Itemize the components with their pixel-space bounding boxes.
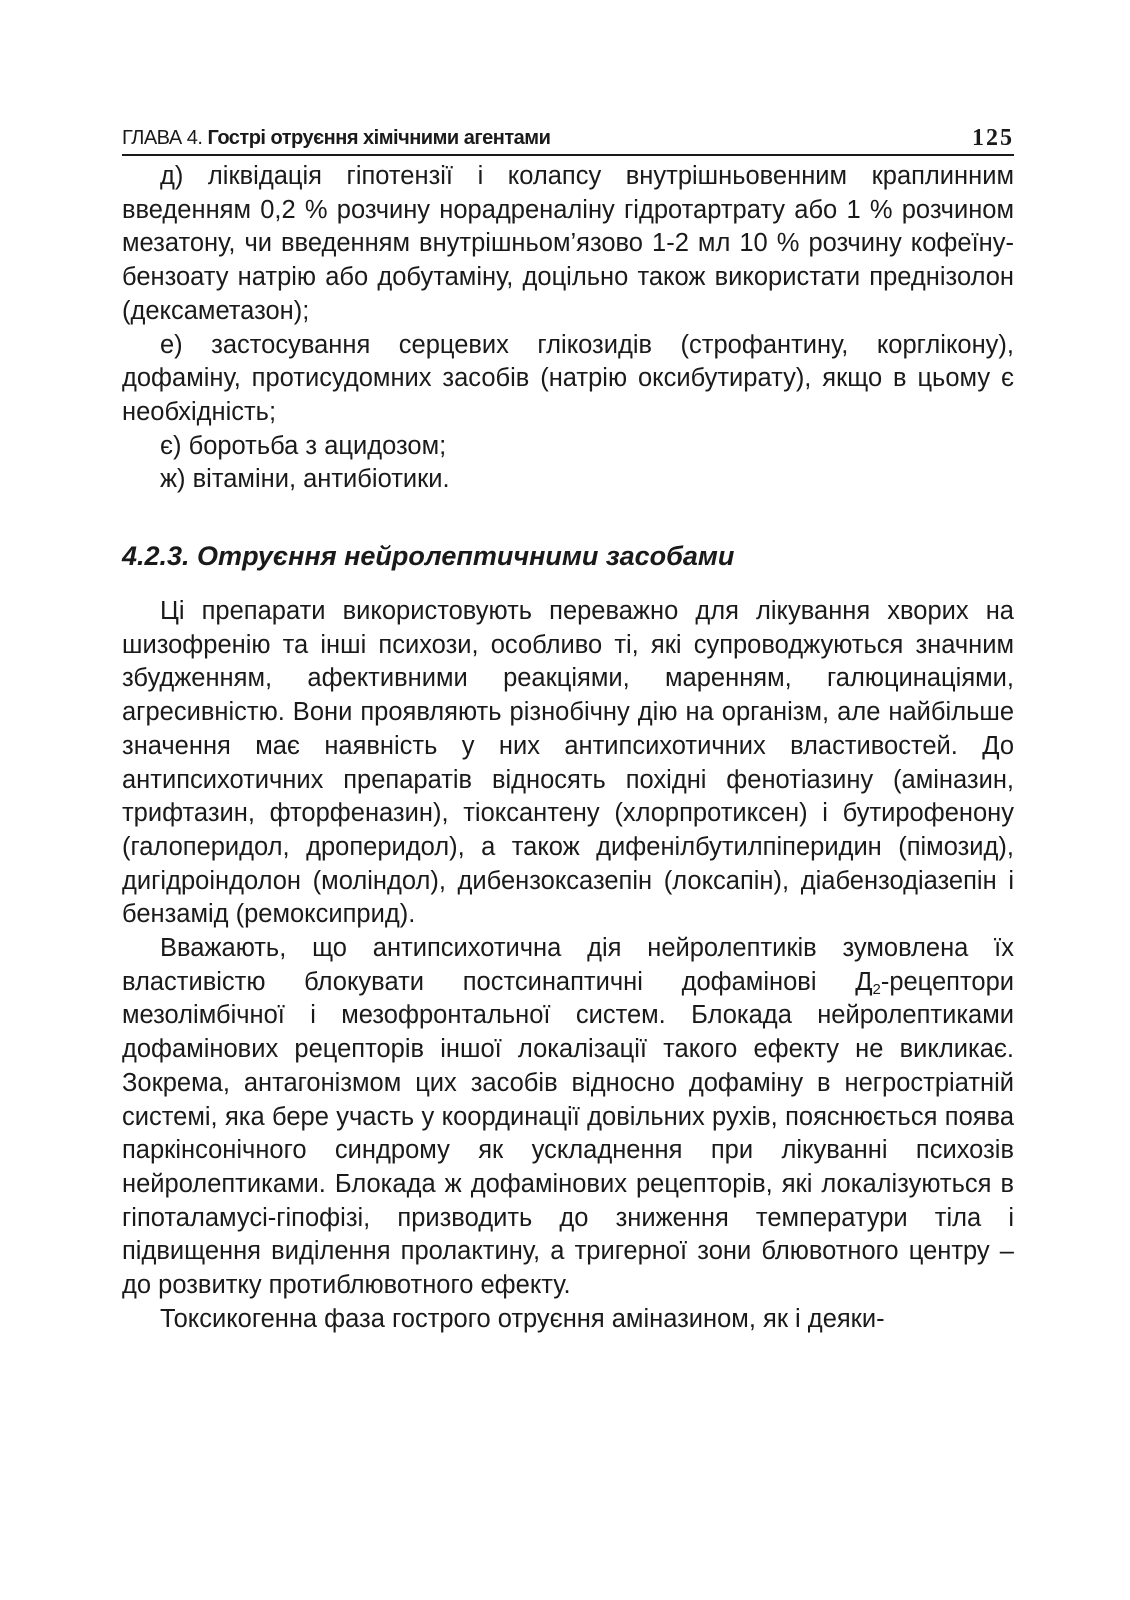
paragraph bbox=[122, 932, 1014, 1303]
paragraph: Токсикогенна фаза гострого отруєння аміназином, як і деяки- bbox=[160, 1304, 885, 1333]
list-item: е) застосування серцевих глікозидів (строфантину, корглікону), дофаміну, протисудомних засобів (натрію оксибутирату), якщо в цьому є необхідність; bbox=[122, 330, 1014, 426]
paragraph-text: -рецептори мезолімбічної і мезофронтальної систем. Блокада нейролептиками дофамінових рецепторів іншої локалізації такого ефекту не викликає. Зокрема, антагонізмом цих засобів відносно дофаміну в негростріатній системі, яка бере участь у координації довільних рухів, пояснюється поява паркінсонічного синдрому як ускладнення при лікуванні психозів нейролептиками. Блокада ж дофамінових рецепторів, які локалізуються в гіпоталамусі-гіпофізі, призводить до зниження температури тіла і підвищення виділення пролактину, а тригерної зони блювотного центру – до розвитку протиблювотного ефекту. bbox=[122, 967, 1014, 1300]
chapter-name: Гострі отруєння хімічними агентами bbox=[207, 127, 551, 149]
page-number: 125 bbox=[972, 125, 1014, 151]
list-item: д) ліквідація гіпотензії і колапсу внутрішньовенним краплинним введенням 0,2 % розчину норадреналіну гідротартрату або 1 % розчином мезатону, чи введенням внутрішньом’язово 1-2 мл 10 % розчину кофеїну-бензоату натрію або добутаміну, доцільно також використати преднізолон (дексаметазон); bbox=[122, 162, 1014, 325]
list-item: ж) вітаміни, антибіотики. bbox=[160, 465, 450, 494]
chapter-title bbox=[122, 127, 550, 150]
chapter-label: ГЛАВА 4. bbox=[122, 127, 208, 149]
paragraph: Ці препарати використовують переважно для лікування хворих на шизофренію та інші психози, особливо ті, які супроводжуються значним збудженням, афективними реакціями, маренням, галюцинаціями, агресивністю. Вони проявляють різнобічну дію на організм, але найбільше значення має наявність у них антипсихотичних властивостей. До антипсихотичних препаратів відносять похідні фенотіазину (аміназин, трифтазин, фторфеназин), тіоксантену (хлорпротиксен) і бутирофенону (галоперидол, дроперидол), а також дифенілбутилпіперидин (пімозид), дигідроіндолон (моліндол), дибензоксазепін (локсапін), діабензодіазепін і бензамід (ремоксиприд). bbox=[122, 597, 1014, 929]
paragraph-text: Вважають, що антипсихотична дія нейролептиків зумовлена їх властивістю блокувати постсинаптичні дофамінові Д bbox=[122, 934, 1014, 996]
subscript: 2 bbox=[872, 980, 881, 998]
document-page bbox=[122, 118, 1014, 1337]
section-heading: 4.2.3. Отруєння нейролептичними засобами bbox=[122, 541, 735, 572]
treatment-list bbox=[122, 160, 1014, 497]
running-header bbox=[122, 118, 1014, 156]
list-item: є) боротьба з ацидозом; bbox=[160, 431, 447, 460]
body-text bbox=[122, 160, 1014, 1337]
